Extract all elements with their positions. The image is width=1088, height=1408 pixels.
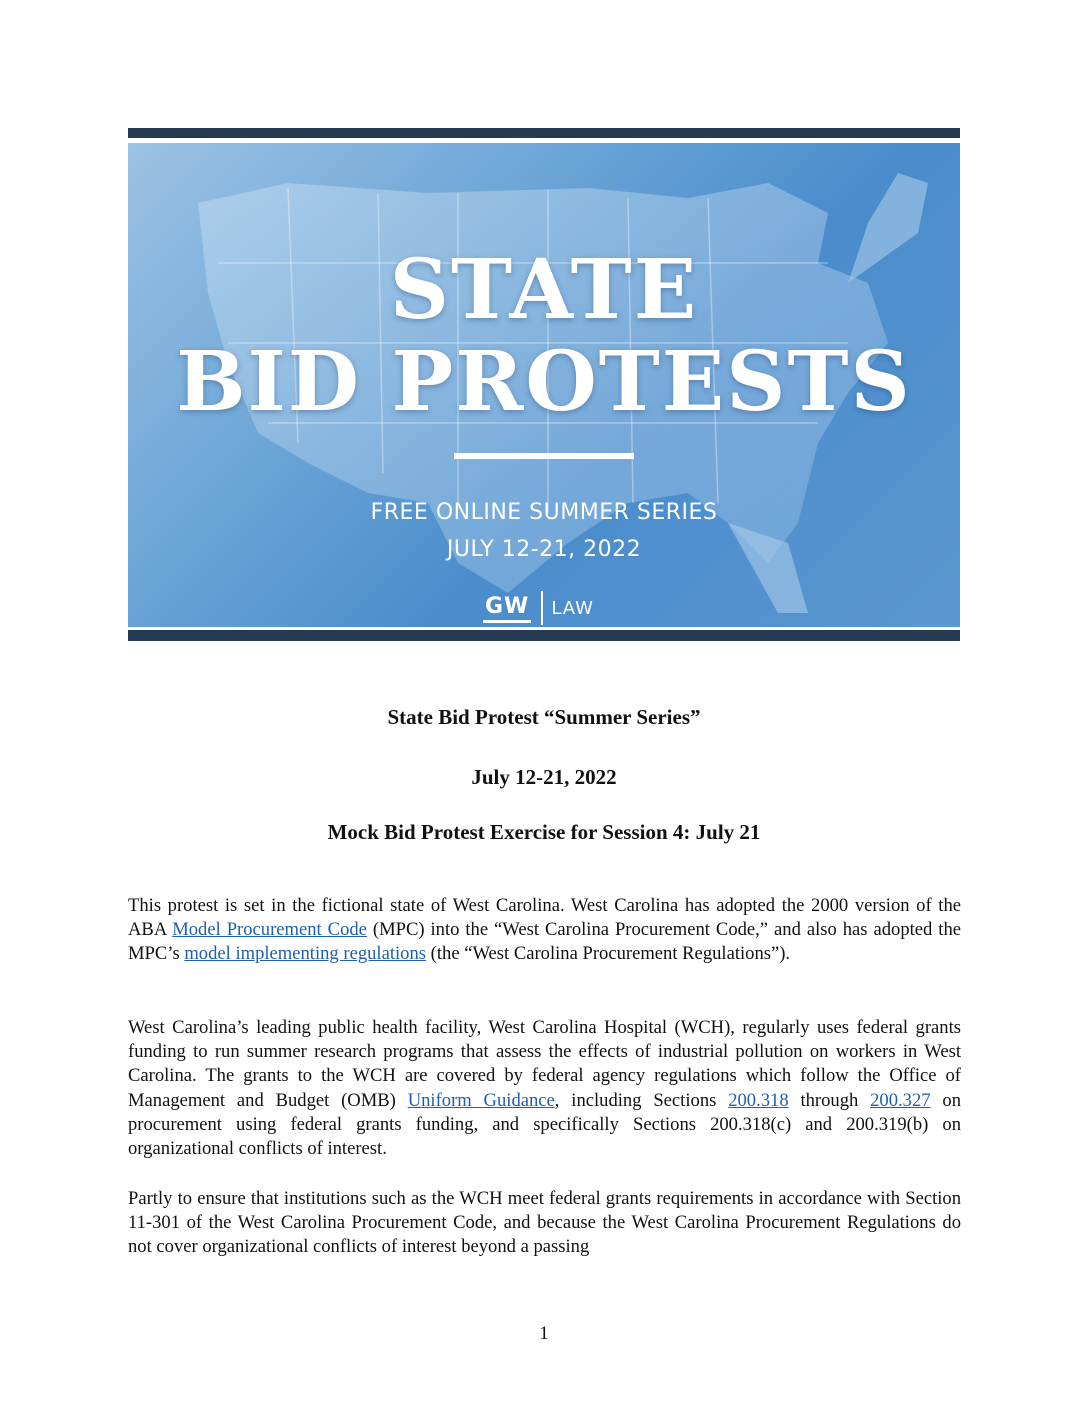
- gw-logo-mark: GW: [483, 594, 531, 623]
- banner-dates: JULY 12-21, 2022: [446, 537, 642, 562]
- model-procurement-code-link[interactable]: Model Procurement Code: [172, 919, 367, 941]
- banner-title-line1: STATE: [389, 242, 699, 338]
- law-logo-text: LAW: [551, 597, 594, 619]
- uniform-guidance-link[interactable]: Uniform Guidance: [407, 1089, 555, 1111]
- banner-top-bar: [128, 128, 960, 138]
- document-title: State Bid Protest “Summer Series”: [387, 705, 701, 729]
- page-number: 1: [539, 1323, 549, 1344]
- banner-subtitle: FREE ONLINE SUMMER SERIES: [370, 500, 718, 525]
- section-200-327-link[interactable]: 200.327: [870, 1089, 931, 1111]
- paragraph-wch: West Carolina’s leading public health facility, West Carolina Hospital (WCH), regularly uses federal grants funding to run summer research programs that assess the effects of industrial pollution on workers in West Carolina. The grants to the WCH are covered by federal agency regulations which follow the Office of Management and Budget (OMB) Uniform Guidance, including Sections 200.318 through 200.327 on procurement using federal grants funding, and specifically Sections 200.318(c) and 200.319(b) on organizational conflicts of interest.: [128, 1017, 961, 1160]
- paragraph-ensure: Partly to ensure that institutions such as the WCH meet federal grants requirements in accordance with Section 11-301 of the West Carolina Procurement Code, and because the West Carolina Procurement Regulations do not cover organizational conflicts of interest beyond a passing: [128, 1188, 961, 1258]
- section-200-318-link[interactable]: 200.318: [728, 1089, 789, 1111]
- banner-divider: [454, 453, 634, 459]
- banner-hero-image: [128, 143, 960, 627]
- banner-bottom-bar: [128, 630, 960, 641]
- banner-title-line2: BID PROTESTS: [176, 334, 912, 430]
- gw-law-logo: [483, 588, 594, 627]
- document-subtitle: Mock Bid Protest Exercise for Session 4: July 21: [327, 820, 761, 844]
- paragraph-setting: This protest is set in the fictional state of West Carolina. West Carolina has adopted the 2000 version of the ABA Model Procurement Code (MPC) into the “West Carolina Procurement Code,” and also has adopted the MPC’s model implementing regulations (the “West Carolina Procurement Regulations”).: [128, 895, 962, 965]
- document-dates: July 12-21, 2022: [471, 765, 617, 789]
- event-banner: [128, 128, 960, 641]
- model-implementing-regulations-link[interactable]: model implementing regulations: [184, 943, 427, 965]
